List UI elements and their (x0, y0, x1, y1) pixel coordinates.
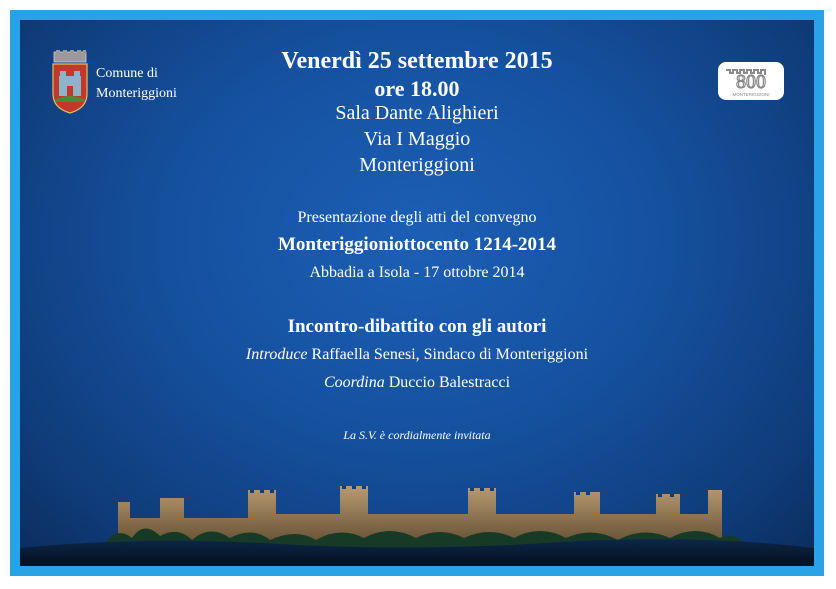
anniversary-numeral: 800 (736, 71, 766, 93)
event-date: Venerdì 25 settembre 2015 (281, 48, 553, 74)
castle-walls-image (20, 440, 814, 566)
coordinate-label: Coordina (323, 374, 385, 391)
introduce-text: Raffaella Senesi, Sindaco di Monteriggioni (307, 346, 589, 363)
debate-introduce-line (20, 346, 814, 364)
coordinate-text: Duccio Balestracci (384, 374, 511, 391)
comune-line2: Monteriggioni (96, 86, 177, 101)
presentation-title: Monteriggioniottocento 1214-2014 (277, 234, 557, 255)
card-panel (20, 20, 814, 566)
invitation-note: La S.V. è cordialmente invitata (343, 428, 491, 442)
presentation-place-date: Abbadia a Isola - 17 ottobre 2014 (309, 264, 525, 281)
event-town: Monteriggioni (359, 154, 475, 176)
event-hall: Sala Dante Alighieri (335, 102, 499, 124)
event-time: ore 18.00 (374, 76, 460, 101)
introduce-label: Introduce (245, 346, 308, 363)
event-street: Via I Maggio (363, 128, 471, 150)
debate-title: Incontro-dibattito con gli autori (287, 316, 547, 337)
presentation-intro: Presentazione degli atti del convegno (297, 209, 537, 226)
comune-line1: Comune di (96, 66, 158, 81)
debate-coordinate-line (20, 374, 814, 392)
anniversary-caption: MONTERIGGIONI (732, 92, 770, 97)
